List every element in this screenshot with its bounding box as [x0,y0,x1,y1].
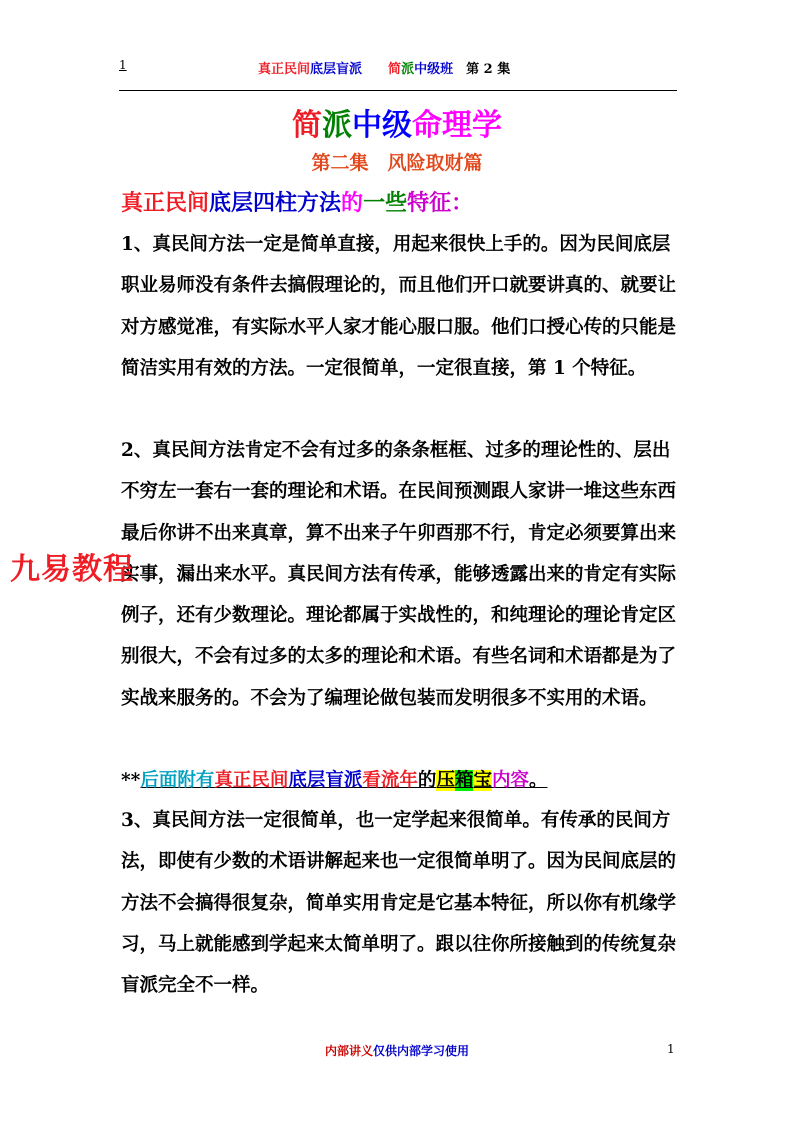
document-subtitle: 第二集 风险取财篇 [311,152,483,174]
header-part-1: 底层盲派 [310,62,363,77]
footer-blue: 仅供内部学习使用 [373,1044,470,1058]
header-rule [119,90,677,91]
title-part-2: 中级 [352,108,412,143]
paragraph-1 [121,224,681,389]
attachment-part-6: 箱 [454,770,474,791]
attachment-part-9: 。 [529,770,548,791]
section-part-4: 一些 [363,190,408,216]
page-number: 1 [667,1042,675,1056]
title-part-3: 命理学 [412,108,502,143]
attachment-text [140,770,547,791]
attachment-part-8: 内容 [491,770,529,791]
attachment-prefix: ** [121,770,141,791]
section-part-0: 真正民间 [121,190,210,216]
section-part-1: 底层 [209,190,254,216]
attachment-part-3: 看流年 [362,770,418,791]
header-part-5: 中级班 [414,62,454,77]
header-part-3: 简 [388,62,402,77]
section-part-2: 四柱方法 [253,190,342,216]
header-part-2 [362,62,388,77]
section-part-3: 的 [341,190,364,216]
running-header [0,58,794,78]
document-title [0,100,794,144]
paragraph-3 [121,800,681,1006]
header-mark: 1 [119,58,127,72]
attachment-part-1: 真正民间 [214,770,289,791]
watermark-logo: 九易教程 [10,552,134,587]
paragraph-2 [121,430,681,719]
paragraph-3-text: 3、真民间方法一定很简单，也一定学起来很简单。有传承的民间方法，即使有少数的术语讲解起来也一定很简单明了。因为民间底层的方法不会搞得很复杂，简单实用肯定是它基本特征，所以你有机缘学习，马上就能感到学起来太简单明了。跟以往你所接触到的传统复杂盲派完全不一样。 [121,810,677,997]
attachment-part-4: 的 [417,770,437,791]
attachment-part-2: 底层盲派 [288,770,363,791]
header-part-0: 真正民间 [258,62,311,77]
attachment-note [121,760,548,801]
attachment-part-7: 宝 [473,770,492,791]
paragraph-2-text: 2、真民间方法肯定不会有过多的条条框框、过多的理论性的、层出不穷左一套右一套的理论和术语。在民间预测跟人家讲一堆这些东西最后你讲不出来真章，算不出来子午卯酉那不行，肯定必须要算出来实事，漏出来水平。真民间方法有传承，能够透露出来的肯定有实际例子，还有少数理论。理论都属于实战性的，和纯理论的理论肯定区别很大，不会有过多的太多的理论和术语。有些名词和术语都是为了实战来服务的。不会为了编理论做包装而发明很多不实用的术语。 [121,440,677,709]
section-heading [121,186,473,217]
section-part-6: ： [451,190,474,216]
header-part-6: 第 2 集 [453,62,511,77]
attachment-part-5: 压 [436,770,455,791]
footer-red: 内部讲义 [324,1044,373,1058]
header-part-4: 派 [401,62,415,77]
footer [0,1042,794,1059]
paragraph-1-text: 1、真民间方法一定是简单直接，用起来很快上手的。因为民间底层职业易师没有条件去搞假理论的，而且他们开口就要讲真的、就要让对方感觉准，有实际水平人家才能心服口服。他们口授心传的只能是简洁实用有效的方法。一定很简单，一定很直接，第 1 个特征。 [121,234,677,379]
title-part-1: 派 [322,108,352,143]
title-part-0: 简 [292,108,322,143]
header-title [258,58,510,77]
section-part-5: 特征 [407,190,452,216]
attachment-part-0: 后面附有 [140,770,215,791]
